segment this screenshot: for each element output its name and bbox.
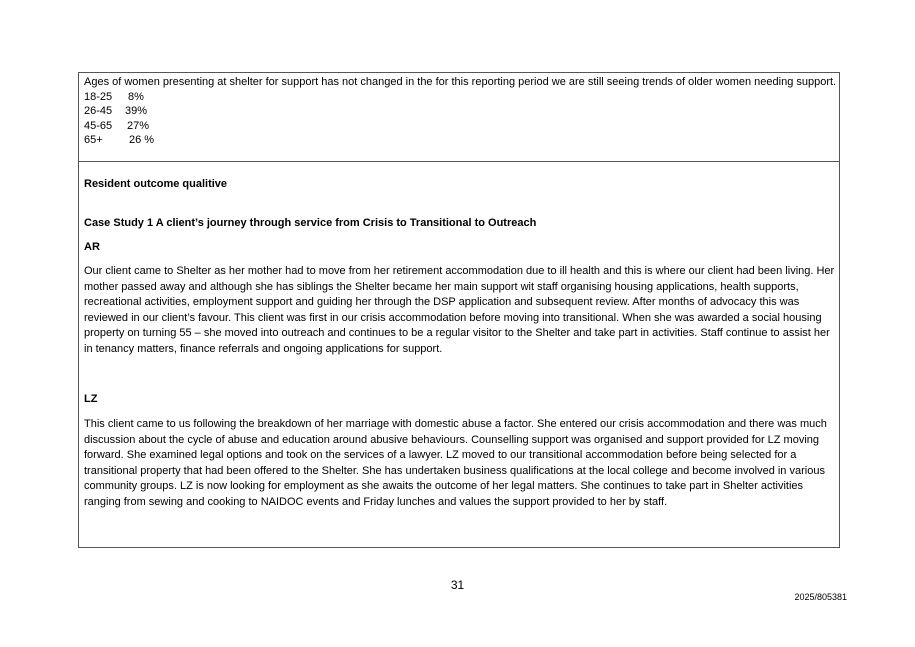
content-table xyxy=(78,72,840,548)
case-text-lz: This client came to us following the breakdown of her marriage with domestic abuse a factor. She entered our crisis accommodation and there was much discussion about the cycle of abuse and education around abusive behaviours. Counselling support was organised and support provided for LZ moving forward. She examined legal options and took on the services of a lawyer. LZ moved to our transitional accommodation before being selected for a transitional property that had been offered to the Shelter. She has undertaken business qualifications at the local college and become involved in various community groups. LZ is now looking for employment as she awaits the outcome of her legal matters. She continues to take part in Shelter activities ranging from sewing and cooking to NAIDOC events and Friday lunches and values the support provided to her by staff. xyxy=(84,418,827,508)
age-percent: 26 % xyxy=(129,134,155,147)
age-range: 26-45 xyxy=(84,105,113,118)
age-percent: 8% xyxy=(128,90,144,103)
age-range: 65+ xyxy=(84,134,103,147)
case-text-ar: Our client came to Shelter as her mother had to move from her retirement accommodation due to ill health and this is where our client had been living. Her mother passed away and although she has siblings the Shelter became her main support wit staff organising housing applications, health supports, recreational activities, employment support and guiding her through the DSP application and subsequent review. After months of advocacy this was reviewed in our client’s favour. This client was first in our crisis accommodation before moving into transitional. When she was awarded a social housing property on turning 55 – she moved into outreach and continues to be a regular visitor to the Shelter and take part in activities. Staff continue to assist her in tenancy matters, finance referrals and ongoing applications for support. xyxy=(84,265,835,355)
age-statistics-cell xyxy=(79,73,839,162)
age-percent: 39% xyxy=(125,105,148,118)
document-reference: 2025/805381 xyxy=(794,592,847,602)
age-range: 18-25 xyxy=(84,90,113,103)
page-number: 31 xyxy=(450,578,465,592)
age-percent: 27% xyxy=(127,119,150,132)
age-range: 45-65 xyxy=(84,119,113,132)
case-study-title: Case Study 1 A client’s journey through service from Crisis to Transitional to Outreach xyxy=(84,217,537,229)
age-row xyxy=(84,90,839,105)
age-row xyxy=(84,119,839,134)
case-label-lz: LZ xyxy=(84,393,98,405)
section-title: Resident outcome qualitive xyxy=(84,178,228,190)
age-row xyxy=(84,104,839,119)
age-row xyxy=(84,133,839,148)
case-label-ar: AR xyxy=(84,241,100,253)
age-intro-text: Ages of women presenting at shelter for support has not changed in the for this reporting period we are still seeing trends of older women needing support. xyxy=(84,76,837,88)
